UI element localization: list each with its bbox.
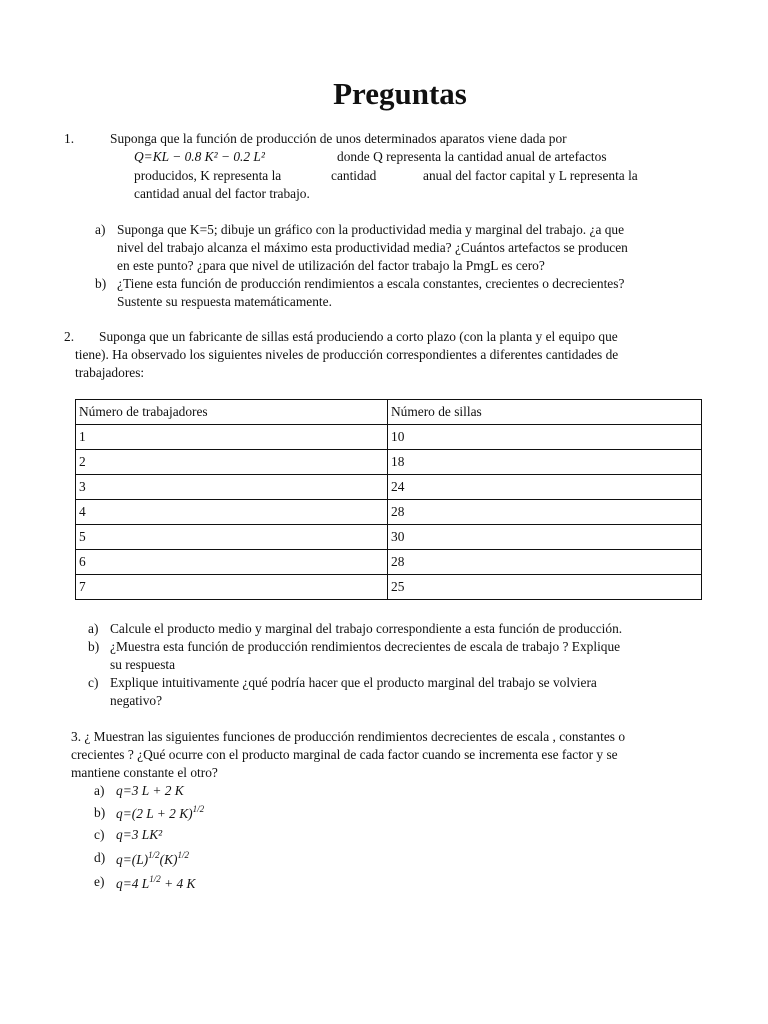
q3-item-c-formula: q=3 LK² (116, 827, 163, 842)
q2-line: Suponga que un fabricante de sillas está produciendo a corto plazo (con la planta y el equipo que (99, 329, 618, 344)
table-row (76, 475, 702, 500)
table-cell: 18 (388, 450, 702, 475)
chairs-table (75, 399, 702, 600)
formula-text: + 4 K (160, 876, 196, 891)
q2-item-b-label: b) (88, 639, 100, 654)
q2-item-b-line: su respuesta (110, 657, 176, 672)
table-row (76, 575, 702, 600)
table-cell: 1 (76, 425, 388, 450)
table-row (76, 425, 702, 450)
q2-item-a-label: a) (88, 621, 99, 636)
q1-item-b-line: Sustente su respuesta matemáticamente. (117, 294, 332, 309)
exponent: 1/2 (149, 874, 161, 884)
q3-item-a-label: a) (94, 783, 105, 798)
q3-item-d-label: d) (94, 850, 106, 865)
table-header: Número de sillas (388, 400, 702, 425)
q2-number: 2. (64, 329, 75, 344)
table-cell: 24 (388, 475, 702, 500)
table-row (76, 500, 702, 525)
q1-item-a-label: a) (95, 222, 106, 237)
q1-item-b-line: ¿Tiene esta función de producción rendimientos a escala constantes, crecientes o decrecientes? (117, 276, 625, 291)
table-row (76, 450, 702, 475)
table-row (76, 525, 702, 550)
formula-text: q=(L) (116, 852, 149, 867)
formula-text: q=(2 L + 2 K) (116, 806, 193, 821)
table-header-row (76, 400, 702, 425)
q1-line2: donde Q representa la cantidad anual de artefactos (337, 149, 607, 164)
q3-item-e-label: e) (94, 874, 105, 889)
table-cell: 30 (388, 525, 702, 550)
q1-item-a-line: nivel del trabajo alcanza el máximo esta productividad media? ¿Cuántos artefactos se producen (117, 240, 628, 255)
table-cell: 6 (76, 550, 388, 575)
exponent: 1/2 (148, 850, 160, 860)
table-cell: 3 (76, 475, 388, 500)
q1-formula: Q=KL − 0.8 K² − 0.2 L² (134, 149, 265, 164)
q1-number: 1. (64, 131, 75, 146)
q1-line3b: cantidad (331, 168, 377, 183)
table-cell: 28 (388, 550, 702, 575)
page-title: Preguntas (333, 76, 467, 111)
q1-item-a-line: Suponga que K=5; dibuje un gráfico con la productividad media y marginal del trabajo. ¿a que (117, 222, 625, 237)
q3-item-b-formula (116, 806, 204, 822)
table-cell: 2 (76, 450, 388, 475)
q3-line: 3. ¿ Muestran las siguientes funciones de producción rendimientos decrecientes de escala , constantes o (71, 729, 626, 744)
q1-line3a: producidos, K representa la (134, 168, 282, 183)
table-cell: 10 (388, 425, 702, 450)
q1-intro: Suponga que la función de producción de unos determinados aparatos viene dada por (110, 131, 567, 146)
table-header: Número de trabajadores (76, 400, 388, 425)
q1-item-b-label: b) (95, 276, 107, 291)
formula-text: q=4 L (116, 876, 150, 891)
q2-line: trabajadores: (75, 365, 145, 380)
q3-item-a-formula: q=3 L + 2 K (116, 783, 184, 798)
q3-item-c-label: c) (94, 827, 105, 842)
q2-item-c-line: negativo? (110, 693, 163, 708)
table-cell: 25 (388, 575, 702, 600)
q2-item-c-line: Explique intuitivamente ¿qué podría hacer que el producto marginal del trabajo se volviera (110, 675, 597, 690)
q3-item-e-formula (116, 876, 195, 892)
table-row (76, 550, 702, 575)
q1-line3c: anual del factor capital y L representa la (423, 168, 638, 183)
q3-item-d-formula (116, 852, 189, 868)
q1-line4: cantidad anual del factor trabajo. (134, 186, 310, 201)
table-cell: 4 (76, 500, 388, 525)
formula-text: (K) (159, 852, 178, 867)
exponent: 1/2 (192, 804, 205, 814)
q3-line: crecientes ? ¿Qué ocurre con el producto marginal de cada factor cuando se incrementa ese factor y se (71, 747, 618, 762)
q2-item-c-label: c) (88, 675, 99, 690)
exponent: 1/2 (177, 850, 189, 860)
table-cell: 28 (388, 500, 702, 525)
table-cell: 7 (76, 575, 388, 600)
table-cell: 5 (76, 525, 388, 550)
q2-item-b-line: ¿Muestra esta función de producción rendimientos decrecientes de escala de trabajo ? Explique (110, 639, 621, 654)
q2-line: tiene). Ha observado los siguientes niveles de producción correspondientes a diferentes cantidades de (75, 347, 619, 362)
q1-item-a-line: en este punto? ¿para que nivel de utilización del factor trabajo la PmgL es cero? (117, 258, 545, 273)
q2-item-a-line: Calcule el producto medio y marginal del trabajo correspondiente a esta función de producción. (110, 621, 623, 636)
q3-line: mantiene constante el otro? (71, 765, 218, 780)
q3-item-b-label: b) (94, 805, 106, 820)
